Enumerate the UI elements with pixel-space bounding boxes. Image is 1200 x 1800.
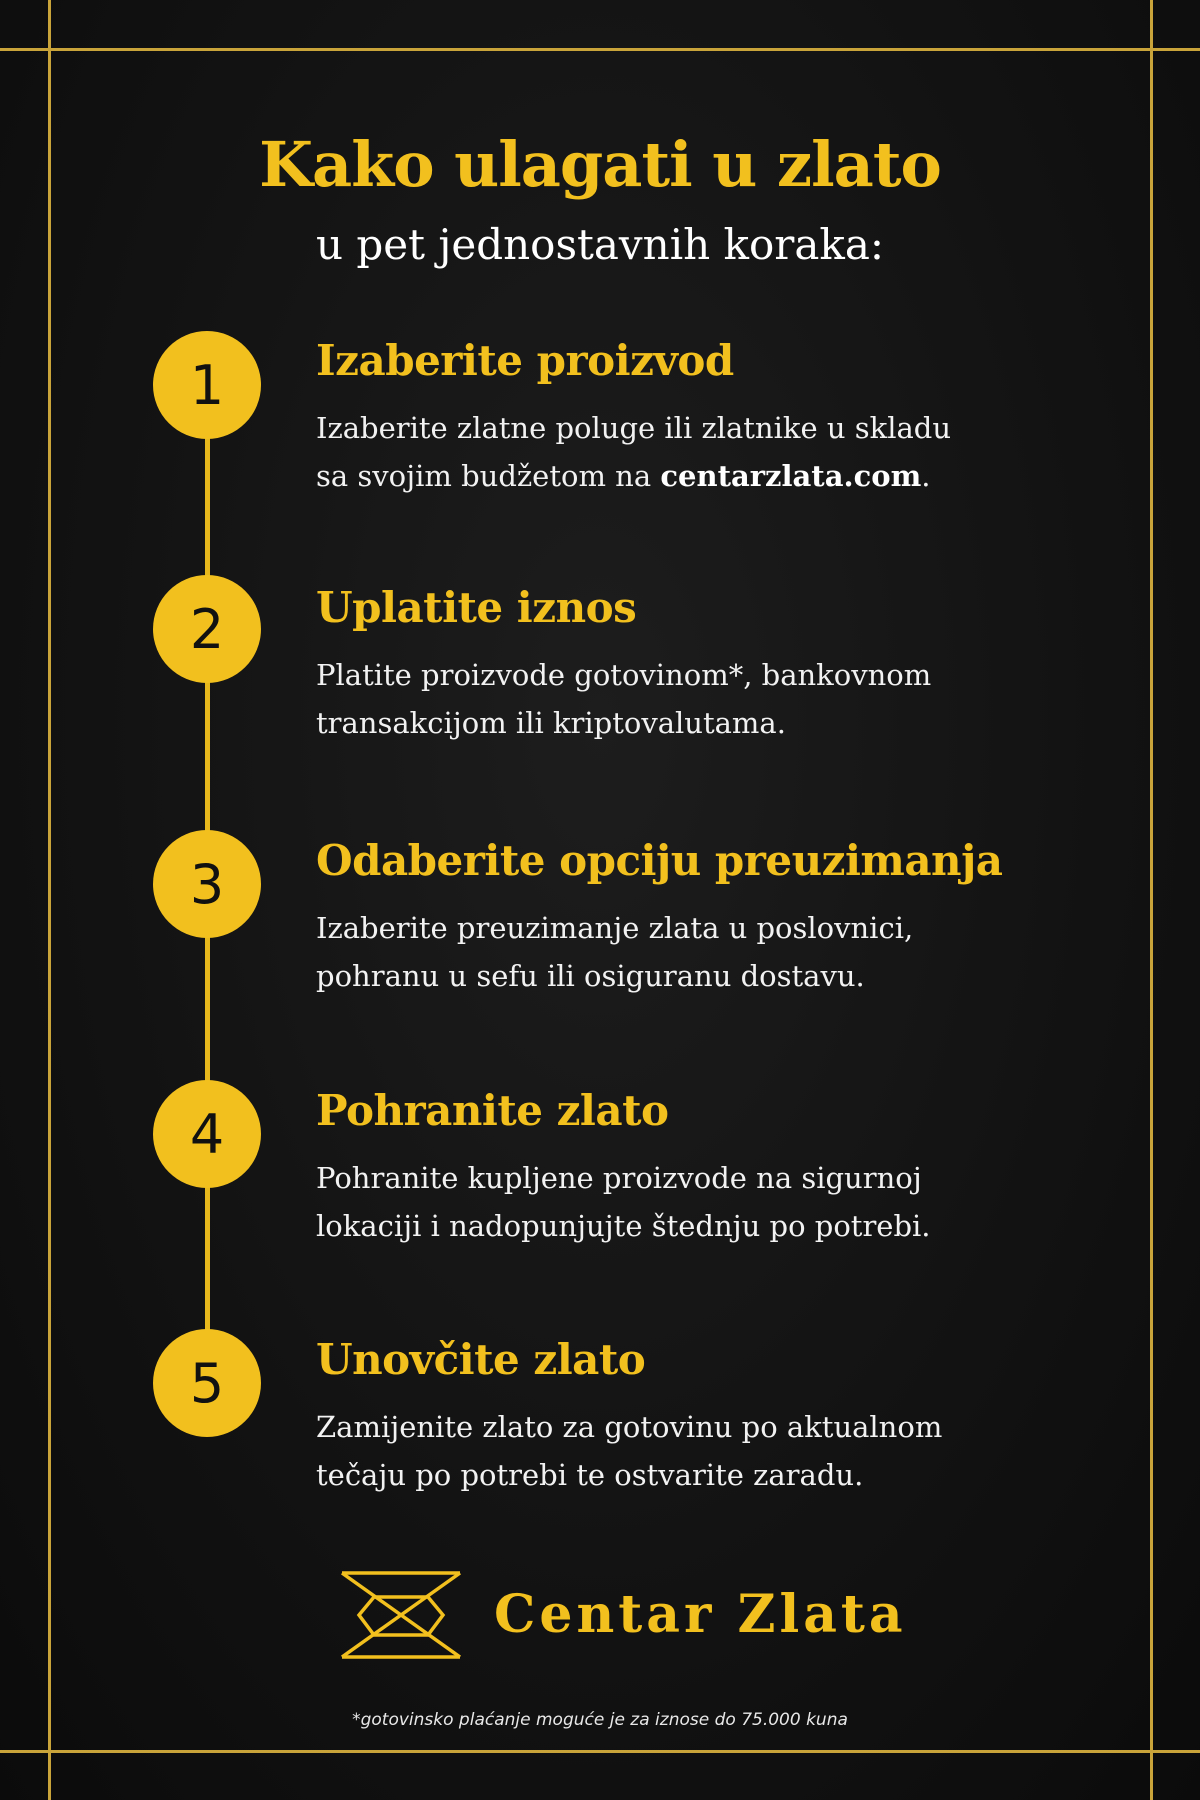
frame-line-bottom (0, 1750, 1200, 1753)
step-2 (316, 583, 1116, 747)
step-number-badge: 4 (153, 1080, 261, 1188)
step-number-badge: 1 (153, 331, 261, 439)
frame-line-left (48, 0, 51, 1800)
website-link: centarzlata.com (660, 459, 922, 493)
step-description: Izaberite preuzimanje zlata u poslovnici, pohranu u sefu ili osiguranu dostavu. (316, 911, 914, 993)
page-subtitle: u pet jednostavnih koraka: (315, 220, 885, 269)
footnote: *gotovinsko plaćanje moguće je za iznose do 75.000 kuna (352, 1710, 848, 1730)
step-description: Izaberite zlatne poluge ili zlatnike u skladu sa svojim budžetom na centarzlata.com. (316, 411, 951, 493)
step-heading: Pohranite zlato (316, 1086, 669, 1135)
brand-name: Centar Zlata (494, 1584, 907, 1645)
step-description: Pohranite kupljene proizvode na sigurnoj lokaciji i nadopunjujte štednju po potrebi. (316, 1161, 931, 1243)
frame-line-right (1150, 0, 1153, 1800)
step-heading: Odaberite opciju preuzimanja (316, 836, 1003, 885)
step-1 (316, 336, 1116, 500)
step-4 (316, 1086, 1116, 1250)
step-description: Zamijenite zlato za gotovinu po aktualnom tečaju po potrebi te ostvarite zaradu. (316, 1410, 943, 1492)
step-number-badge: 3 (153, 830, 261, 938)
step-heading: Uplatite iznos (316, 583, 637, 632)
step-3 (316, 836, 1116, 1000)
step-description: Platite proizvode gotovinom*, bankovnom transakcijom ili kriptovalutama. (316, 658, 932, 740)
step-number-badge: 2 (153, 575, 261, 683)
frame-line-top (0, 48, 1200, 51)
step-5 (316, 1335, 1116, 1499)
page-title: Kako ulagati u zlato (259, 128, 941, 201)
step-heading: Izaberite proizvod (316, 336, 734, 385)
step-heading: Unovčite zlato (316, 1335, 646, 1384)
centar-zlata-logo-icon (339, 1570, 463, 1660)
step-number-badge: 5 (153, 1329, 261, 1437)
